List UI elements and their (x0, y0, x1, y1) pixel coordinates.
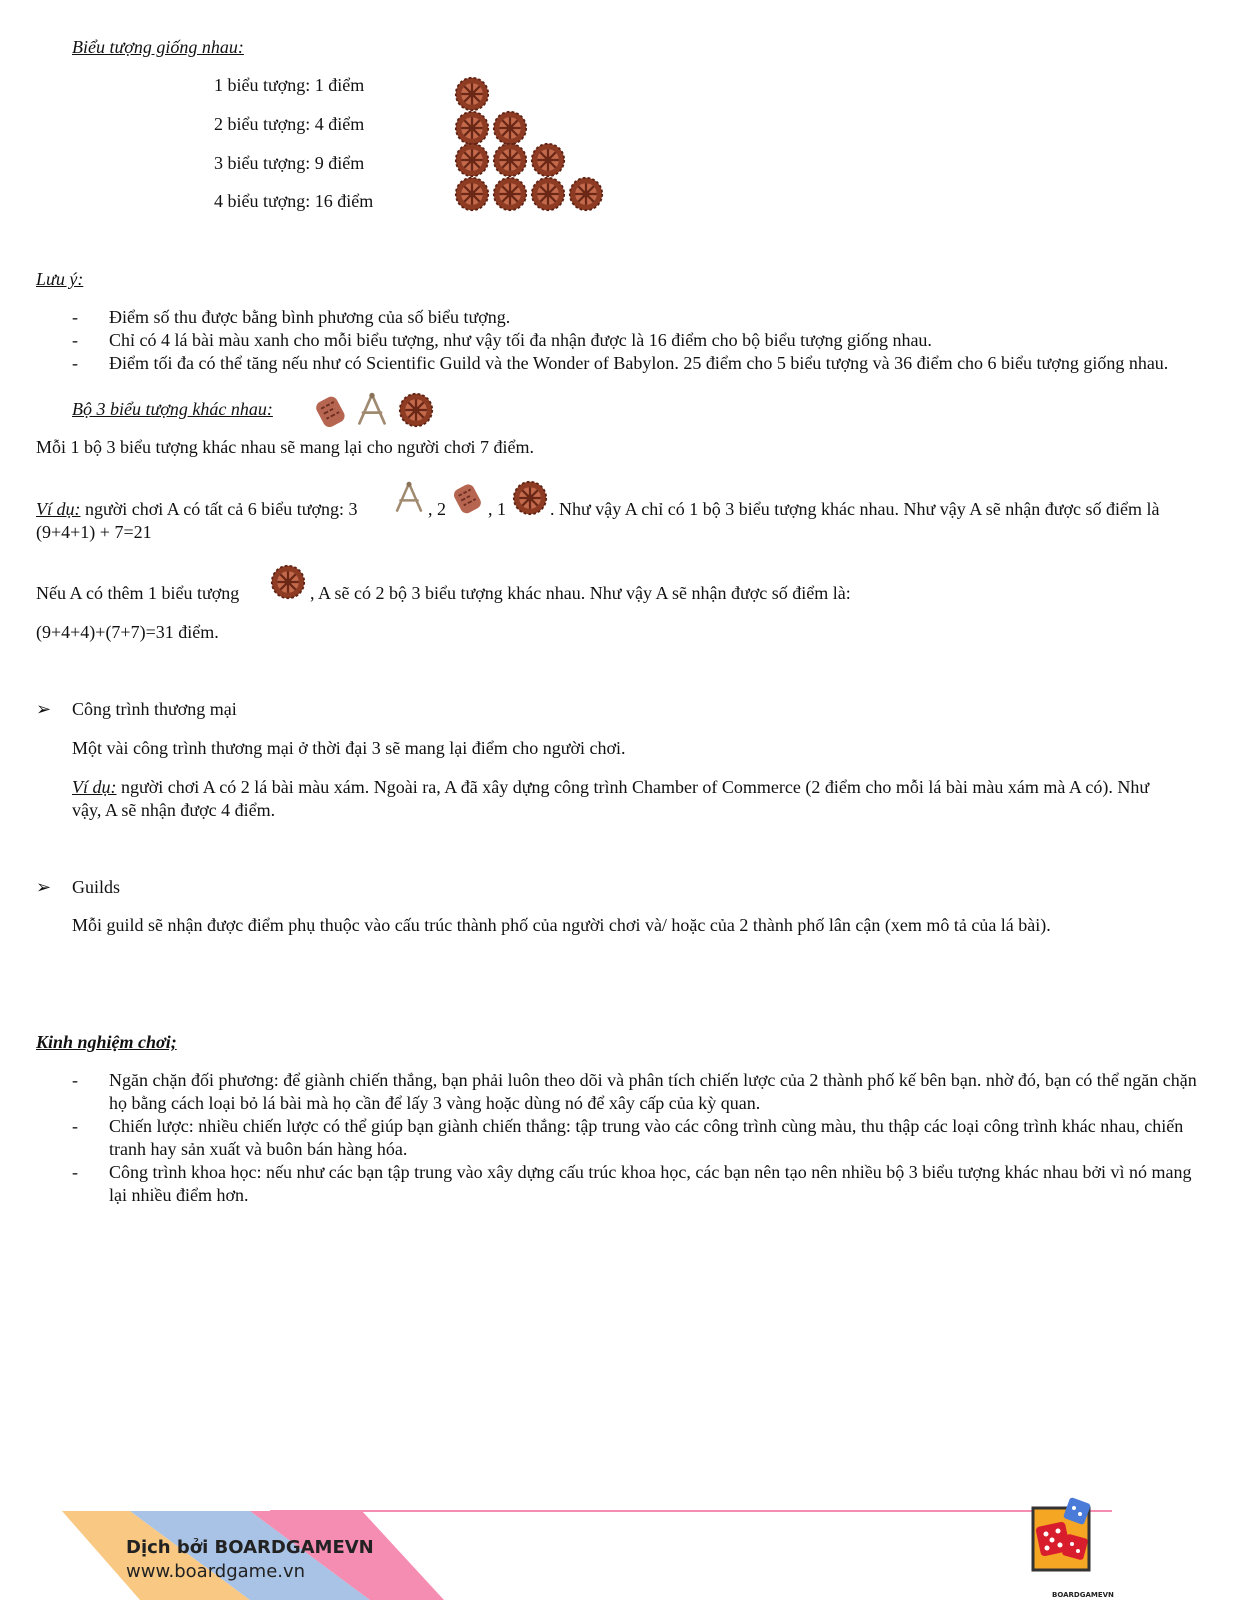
gear-icon (492, 142, 528, 178)
footer-credit: Dịch bởi BOARDGAMEVN (126, 1537, 374, 1558)
list-item: - Ngăn chặn đối phương: để giành chiến thắng, bạn phải luôn theo dõi và phân tích chiến lược của 2 thành phố kế bên bạn. nhờ đó, bạn có thể ngăn chặn họ bằng cách loại bỏ lá bài mà họ cần để lấy 3 vàng hoặc dùng nó để xây cấp của kỳ quan. (72, 1069, 1202, 1115)
diff-symbols-heading: Bộ 3 biểu tượng khác nhau: (72, 399, 273, 419)
same-symbols-heading: Biểu tượng giống nhau: (72, 37, 244, 57)
example-2-text-a: Nếu A có thêm 1 biểu tượng (36, 583, 240, 603)
same-symbols-row-1: 1 biểu tượng: 1 điểm (214, 75, 365, 95)
gear-icon (454, 142, 490, 178)
gear-icon (270, 564, 306, 600)
example-1-label: Ví dụ: (36, 499, 81, 519)
diff-symbols-text: Mỗi 1 bộ 3 biểu tượng khác nhau sẽ mang lại cho người chơi 7 điểm. (36, 437, 534, 457)
logo-caption: BOARDGAMEVN (1052, 1591, 1114, 1599)
same-symbols-row-4: 4 biểu tượng: 16 điểm (214, 191, 374, 211)
gear-icon (398, 392, 434, 428)
list-item: - Chỉ có 4 lá bài màu xanh cho mỗi biểu tượng, như vậy tối đa nhận được là 16 điểm cho bộ biểu tượng giống nhau. (72, 329, 1202, 352)
gear-icon (568, 176, 604, 212)
commerce-example (72, 776, 1182, 822)
tablet-icon (312, 392, 350, 430)
gear-icon (492, 176, 528, 212)
commerce-text: Một vài công trình thương mại ở thời đại 3 sẽ mang lại điểm cho người chơi. (72, 738, 626, 758)
example-2-text-b: , A sẽ có 2 bộ 3 biểu tượng khác nhau. Như vậy A sẽ nhận được số điểm là: (310, 583, 851, 603)
arrow-bullet-icon: ➢ (36, 877, 52, 898)
arrow-bullet-icon: ➢ (36, 699, 52, 720)
guilds-title: Guilds (72, 877, 121, 897)
list-item: - Chiến lược: nhiều chiến lược có thể giúp bạn giành chiến thắng: tập trung vào các công trình cùng màu, thu thập các loại công trình khác nhau, chiến tranh hay sản xuất và buôn bán hàng hóa. (72, 1115, 1202, 1161)
gear-icon (454, 76, 490, 112)
guilds-text: Mỗi guild sẽ nhận được điểm phụ thuộc vào cấu trúc thành phố của người chơi và/ hoặc của 2 thành phố lân cận (xem mô tả của lá bài). (72, 915, 1051, 935)
commerce-example-label: Ví dụ: (72, 777, 117, 797)
list-item: - Công trình khoa học: nếu như các bạn tập trung vào xây dựng cấu trúc khoa học, các bạn nên tạo nên nhiều bộ 3 biểu tượng khác nhau bởi vì nó mang lại nhiều điểm hơn. (72, 1161, 1202, 1207)
note-heading: Lưu ý: (36, 269, 84, 289)
note-list (72, 306, 1202, 375)
gear-icon (454, 110, 490, 146)
example-2-result: (9+4+4)+(7+7)=31 điểm. (36, 622, 219, 642)
example-1-text-c: , 1 (488, 499, 506, 519)
experience-list (72, 1069, 1202, 1207)
list-item: - Điểm số thu được bằng bình phương của số biểu tượng. (72, 306, 1202, 329)
commerce-example-text: người chơi A có 2 lá bài màu xám. Ngoài ra, A đã xây dựng công trình Chamber of Commerce (2 điểm cho mỗi lá bài màu xám mà A có). Như vậy, A sẽ nhận được 4 điểm. (72, 777, 1150, 820)
example-1-tail: . Như vậy A chỉ có 1 bộ 3 biểu tượng khác nhau. Như vậy A sẽ nhận được số điểm là (9+4+1) + 7=21 (36, 499, 1160, 542)
experience-heading: Kinh nghiệm chơi; (36, 1032, 177, 1052)
example-1-text-b: , 2 (428, 499, 446, 519)
gear-icon (530, 142, 566, 178)
gear-icon (454, 176, 490, 212)
gear-icon (492, 110, 528, 146)
same-symbols-row-3: 3 biểu tượng: 9 điểm (214, 153, 365, 173)
boardgamevn-logo (1030, 1496, 1096, 1586)
gear-icon (530, 176, 566, 212)
same-symbols-row-2: 2 biểu tượng: 4 điểm (214, 114, 365, 134)
list-item: - Điểm tối đa có thể tăng nếu như có Scientific Guild và the Wonder of Babylon. 25 điểm cho 5 biểu tượng và 36 điểm cho 6 biểu tượng giống nhau. (72, 352, 1202, 375)
compass-icon (354, 390, 390, 428)
commerce-title: Công trình thương mại (72, 699, 237, 719)
footer-website-link[interactable]: www.boardgame.vn (126, 1561, 306, 1582)
example-1-text-a: người chơi A có tất cả 6 biểu tượng: 3 (80, 499, 358, 519)
